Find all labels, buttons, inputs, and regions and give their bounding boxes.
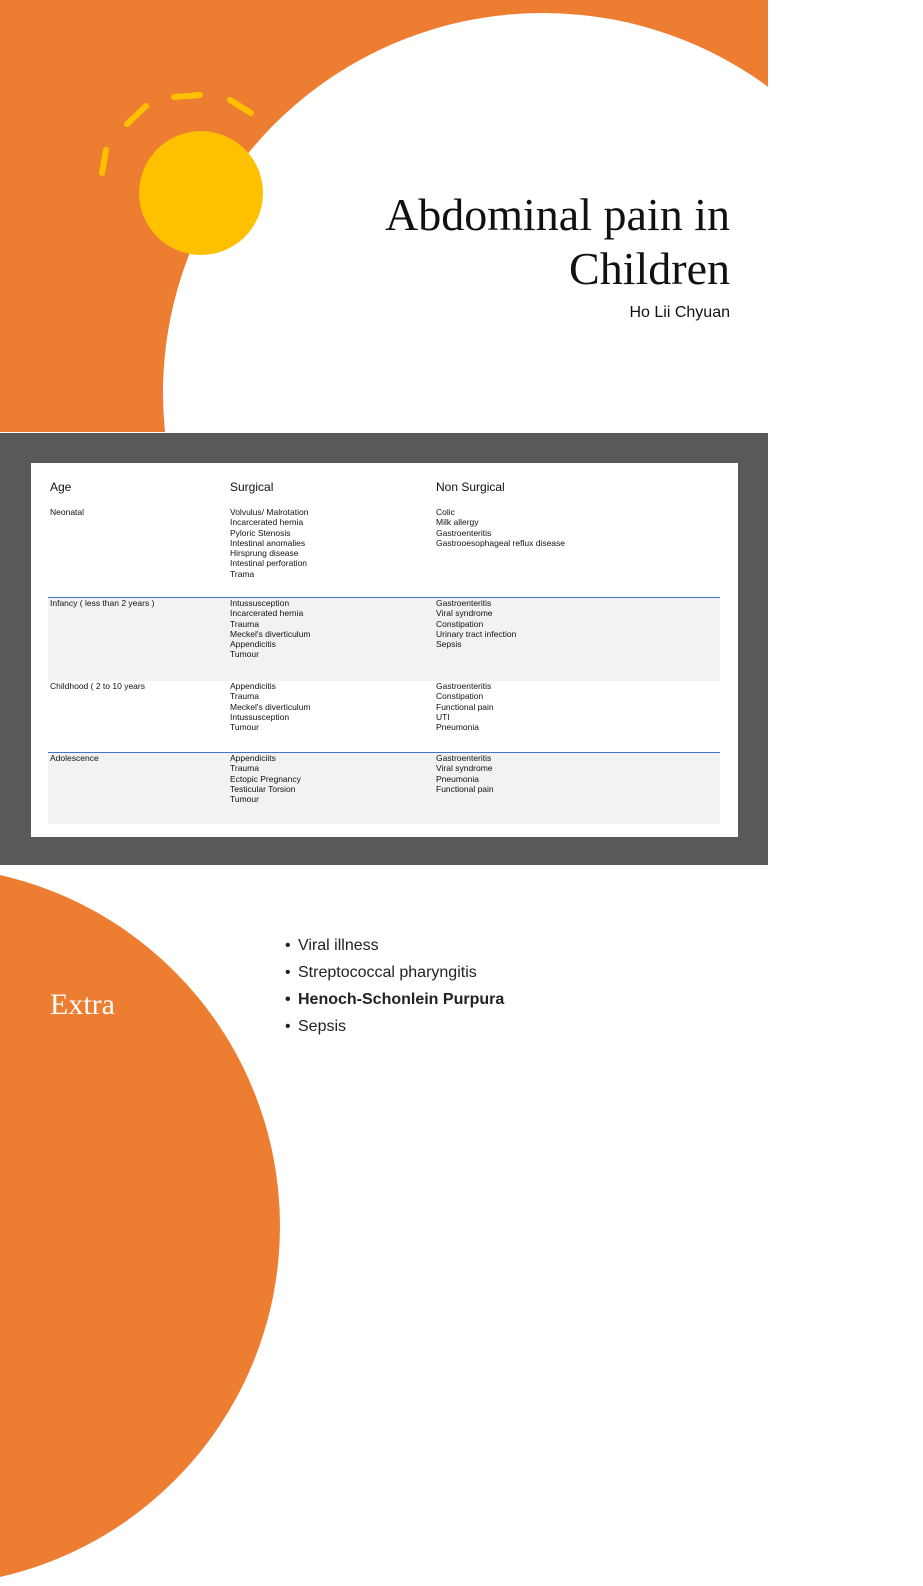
surgical-cause: Appendiciits	[230, 753, 276, 763]
row-age: Childhood ( 2 to 10 years	[50, 681, 145, 691]
presentation-title	[270, 188, 730, 296]
header-non-surgical: Non Surgical	[436, 480, 505, 494]
table-slide	[0, 433, 768, 865]
header-age: Age	[50, 480, 72, 494]
extra-bullet-list	[285, 932, 504, 1040]
non-surgical-cause: Pneumonia	[436, 722, 480, 733]
row-surgical	[230, 507, 308, 579]
non-surgical-cause: Sepsis	[436, 639, 462, 650]
row-non-surgical	[436, 598, 516, 649]
non-surgical-cause: Gastroenteritis	[436, 527, 492, 538]
row-surgical	[230, 681, 311, 732]
surgical-cause: Tumour	[230, 722, 259, 733]
non-surgical-cause: Gastroenteritis	[436, 598, 492, 608]
header-surgical: Surgical	[230, 480, 274, 494]
non-surgical-cause: UTI	[436, 711, 450, 722]
presenter-name: Ho Lii Chyuan	[629, 304, 730, 321]
table-row	[48, 507, 720, 597]
non-surgical-cause: Colic	[436, 507, 455, 517]
surgical-cause: Pyloric Stenosis	[230, 527, 291, 538]
surgical-cause: Incarcerated hernia	[230, 517, 304, 528]
table-header-row	[48, 475, 720, 507]
surgical-cause: Intussusception	[230, 598, 290, 608]
surgical-cause: Trauma	[230, 691, 259, 702]
non-surgical-cause: Gastroenteritis	[436, 753, 492, 763]
surgical-cause: Appendicitis	[230, 639, 276, 650]
non-surgical-cause: Viral syndrome	[436, 763, 493, 774]
row-age: Adolescence	[50, 753, 99, 763]
bullet-item: • Sepsis	[285, 1013, 504, 1040]
surgical-cause: Incarcerated hernia	[230, 608, 304, 619]
surgical-cause: Trauma	[230, 618, 259, 629]
table-row	[48, 752, 720, 824]
bullet-item: • Henoch-Schonlein Purpura	[285, 986, 504, 1013]
row-age: Infancy ( less than 2 years )	[50, 598, 155, 608]
row-surgical	[230, 598, 311, 660]
non-surgical-cause: Constipation	[436, 618, 484, 629]
non-surgical-cause: Urinary tract infection	[436, 628, 517, 639]
surgical-cause: Testicular Torsion	[230, 783, 296, 794]
surgical-cause: Trauma	[230, 763, 259, 774]
surgical-cause: Intussusception	[230, 711, 290, 722]
row-non-surgical	[436, 681, 494, 732]
non-surgical-cause: Viral syndrome	[436, 608, 493, 619]
row-non-surgical	[436, 753, 494, 794]
non-surgical-cause: Pneumonia	[436, 773, 480, 784]
title-line-2: Children	[569, 243, 730, 294]
bullet-item: • Viral illness	[285, 932, 504, 959]
surgical-cause: Hirsprung disease	[230, 548, 299, 559]
surgical-cause: Tumour	[230, 794, 259, 805]
non-surgical-cause: Gastroenteritis	[436, 681, 492, 691]
table-row	[48, 681, 720, 752]
table-panel	[31, 463, 738, 837]
non-surgical-cause: Gastrooesophageal reflux disease	[436, 537, 565, 548]
orange-circle-shape	[0, 866, 280, 1586]
differential-table	[48, 475, 720, 824]
surgical-cause: Intestinal anomalies	[230, 537, 306, 548]
surgical-cause: Meckel's diverticulum	[230, 628, 311, 639]
surgical-cause: Intestinal perforation	[230, 558, 308, 569]
non-surgical-cause: Milk allergy	[436, 517, 479, 528]
row-non-surgical	[436, 507, 565, 548]
non-surgical-cause: Functional pain	[436, 701, 494, 712]
row-age: Neonatal	[50, 507, 85, 517]
surgical-cause: Tumour	[230, 649, 259, 660]
surgical-cause: Volvulus/ Malrotation	[230, 507, 309, 517]
surgical-cause: Meckel's diverticulum	[230, 701, 311, 712]
title-slide	[0, 0, 768, 432]
surgical-cause: Appendicitis	[230, 681, 276, 691]
non-surgical-cause: Constipation	[436, 691, 484, 702]
surgical-cause: Ectopic Pregnancy	[230, 773, 301, 784]
non-surgical-cause: Functional pain	[436, 783, 494, 794]
sun-circle-shape	[139, 131, 263, 255]
bullet-item: • Streptococcal pharyngitis	[285, 959, 504, 986]
title-line-1: Abdominal pain in	[385, 189, 730, 240]
surgical-cause: Trama	[230, 568, 255, 579]
table-row	[48, 597, 720, 681]
row-surgical	[230, 753, 301, 804]
extra-slide	[0, 866, 768, 1035]
extra-heading: Extra	[50, 988, 115, 1021]
